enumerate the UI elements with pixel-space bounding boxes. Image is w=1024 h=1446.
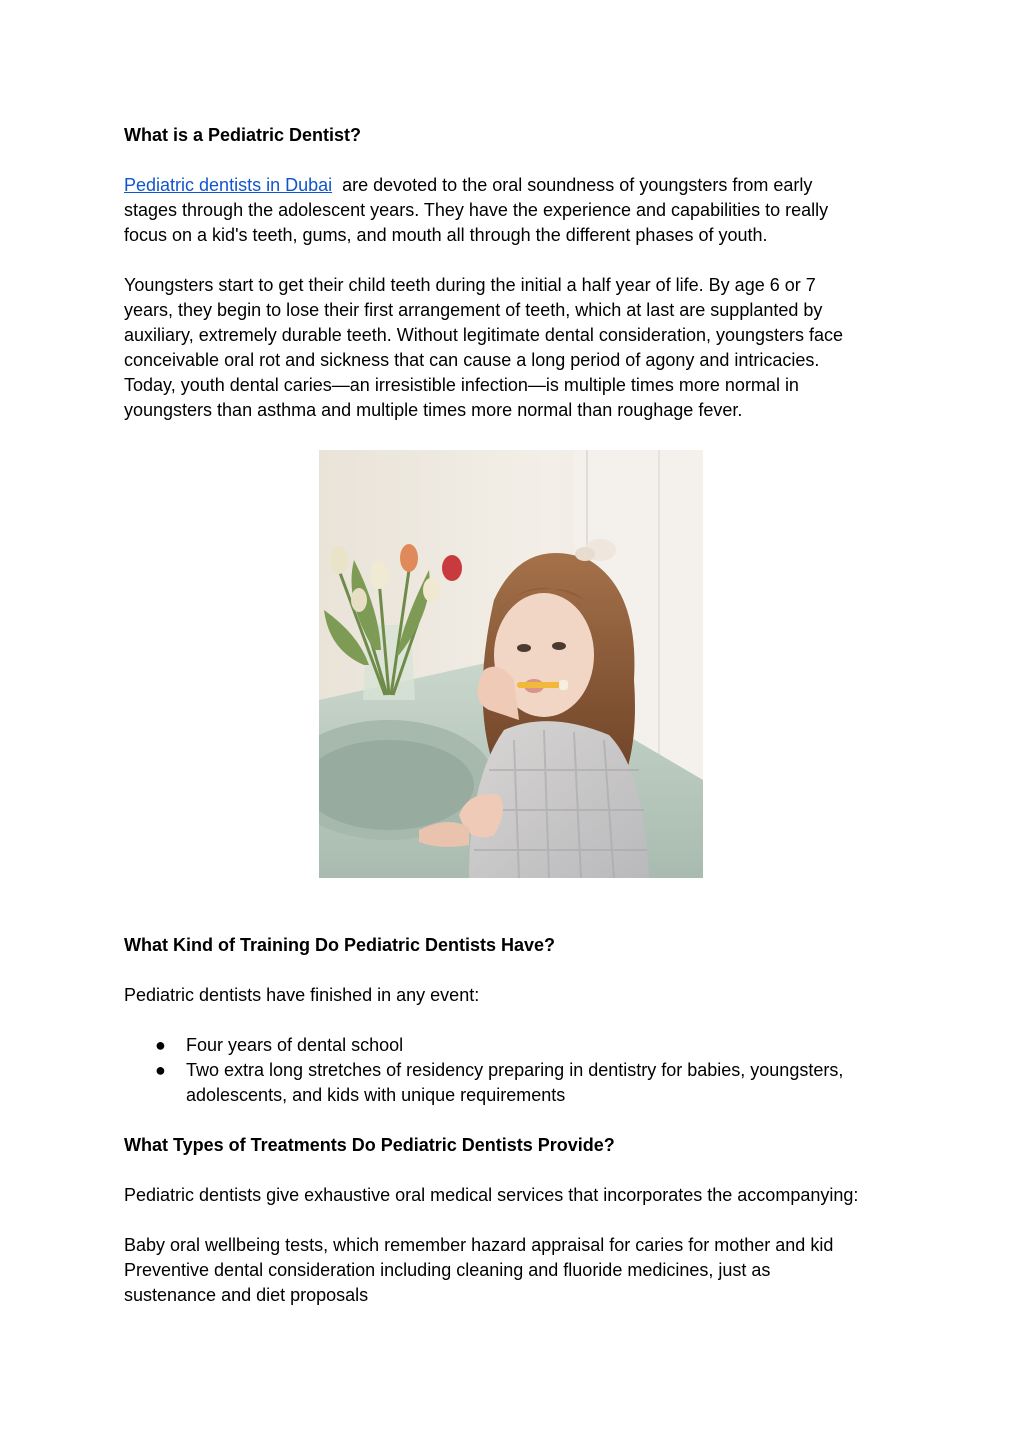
paragraph-line: stages through the adolescent years. They have the experience and capabilities to really xyxy=(124,200,829,220)
list-item-text: Four years of dental school xyxy=(186,1035,404,1055)
heading-what-is-pediatric-dentist: What is a Pediatric Dentist? xyxy=(124,125,362,145)
paragraph-line: Pediatric dentists give exhaustive oral medical services that incorporates the accompanying: xyxy=(124,1185,859,1205)
heading-training: What Kind of Training Do Pediatric Dentists Have? xyxy=(124,935,556,955)
paragraph-line: sustenance and diet proposals xyxy=(124,1285,369,1305)
paragraph-line: auxiliary, extremely durable teeth. Without legitimate dental consideration, youngsters face xyxy=(124,325,844,345)
heading-treatments: What Types of Treatments Do Pediatric Dentists Provide? xyxy=(124,1135,615,1155)
paragraph-treatments-intro xyxy=(124,1183,858,1208)
paragraph-line: youngsters than asthma and multiple times more normal than roughage fever. xyxy=(124,400,743,420)
list-item xyxy=(124,1033,843,1058)
paragraph-line: conceivable oral rot and sickness that can cause a long period of agony and intricacies. xyxy=(124,350,820,370)
paragraph-line: Youngsters start to get their child teeth during the initial a half year of life. By age 6 or 7 xyxy=(124,275,816,295)
paragraph-line: Baby oral wellbeing tests, which remember hazard appraisal for caries for mother and kid xyxy=(124,1235,834,1255)
list-item-text: Two extra long stretches of residency preparing in dentistry for babies, youngsters, xyxy=(186,1060,844,1080)
child-brushing-teeth-photo xyxy=(319,450,703,878)
training-bullet-list xyxy=(124,1033,843,1108)
paragraph-treatments-list xyxy=(124,1233,833,1308)
paragraph-line: focus on a kid's teeth, gums, and mouth all through the different phases of youth. xyxy=(124,225,768,245)
paragraph-text: are devoted to the oral soundness of youngsters from early xyxy=(332,175,813,195)
bullet-marker: ● xyxy=(155,1035,166,1055)
list-item-text: adolescents, and kids with unique requirements xyxy=(186,1085,566,1105)
paragraph-baby-teeth xyxy=(124,273,843,423)
paragraph-line: Preventive dental consideration including cleaning and fluoride medicines, just as xyxy=(124,1260,771,1280)
paragraph-intro xyxy=(124,173,828,248)
paragraph-line xyxy=(124,173,828,198)
paragraph-line: Pediatric dentists have finished in any event: xyxy=(124,985,480,1005)
paragraph-line: years, they begin to lose their first arrangement of teeth, which at last are supplanted by xyxy=(124,300,823,320)
pediatric-dentists-link[interactable]: Pediatric dentists in Dubai xyxy=(124,175,333,195)
list-item xyxy=(124,1058,843,1108)
bullet-marker: ● xyxy=(155,1060,166,1080)
paragraph-training-intro xyxy=(124,983,479,1008)
paragraph-line: Today, youth dental caries—an irresistible infection—is multiple times more normal in xyxy=(124,375,799,395)
